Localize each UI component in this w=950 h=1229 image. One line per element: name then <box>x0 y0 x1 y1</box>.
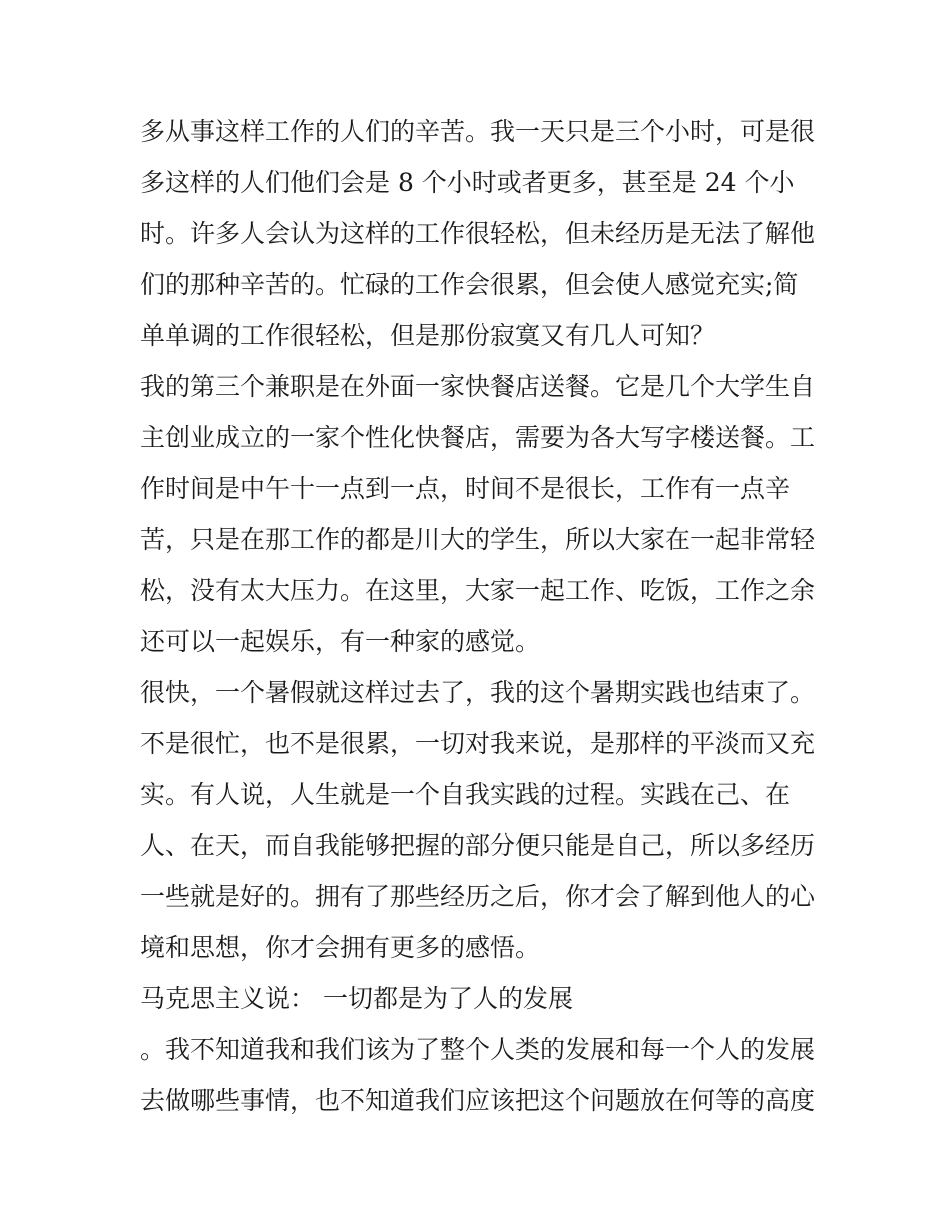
text-line: 们的那种辛苦的。忙碌的工作会很累，但会使人感觉充实;简 <box>140 270 799 299</box>
text-line: 时。许多人会认为这样的工作很轻松，但未经历是无法了解他 <box>140 219 816 248</box>
text-line: 作时间是中午十一点到一点，时间不是很长，工作有一点辛 <box>140 474 791 503</box>
text-line: 多这样的人们他们会是 8 个小时或者更多，甚至是 24 个小 <box>140 168 795 197</box>
text-line: 不是很忙，也不是很累，一切对我来说，是那样的平淡而又充 <box>140 729 816 758</box>
text-line: 去做哪些事情，也不知道我们应该把这个问题放在何等的高度 <box>140 1086 816 1115</box>
text-line: 很快，一个暑假就这样过去了，我的这个暑期实践也结束了。 <box>140 678 816 707</box>
text-line: 主创业成立的一家个性化快餐店，需要为各大写字楼送餐。工 <box>140 423 816 452</box>
text-line: 单单调的工作很轻松，但是那份寂寞又有几人可知？ <box>140 321 716 350</box>
text-line: 马克思主义说： 一切都是为了人的发展 <box>140 984 573 1013</box>
text-line: 一些就是好的。拥有了那些经历之后，你才会了解到他人的心 <box>140 882 816 911</box>
text-line: 我的第三个兼职是在外面一家快餐店送餐。它是几个大学生自 <box>140 372 816 401</box>
text-line: 松，没有太大压力。在这里，大家一起工作、吃饭，工作之余 <box>140 576 816 605</box>
body-text <box>140 106 820 1126</box>
text-line: 境和思想，你才会拥有更多的感悟。 <box>140 933 541 962</box>
text-line: 多从事这样工作的人们的辛苦。我一天只是三个小时，可是很 <box>140 117 816 146</box>
text-line: 人、在天，而自我能够把握的部分便只能是自己，所以多经历 <box>140 831 816 860</box>
text-line: 。我不知道我和我们该为了整个人类的发展和每一个人的发展 <box>140 1035 816 1064</box>
text-line: 苦，只是在那工作的都是川大的学生，所以大家在一起非常轻 <box>140 525 816 554</box>
text-line: 还可以一起娱乐，有一种家的感觉。 <box>140 627 541 656</box>
text-line: 实。有人说，人生就是一个自我实践的过程。实践在己、在 <box>140 780 791 809</box>
